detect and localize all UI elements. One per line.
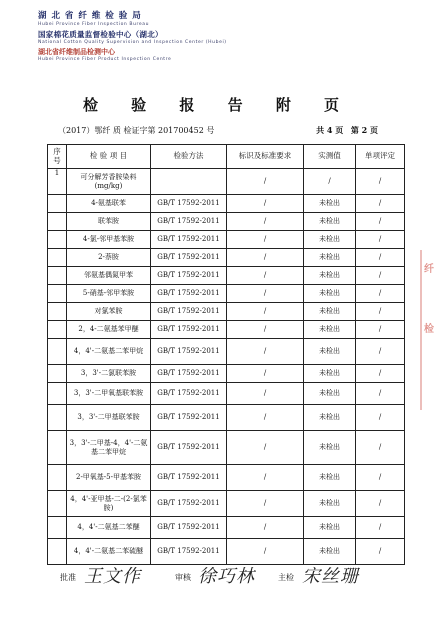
row-no: [48, 517, 67, 539]
center1-name-cn: 国家棉花质量监督检验中心（湖北）: [38, 30, 163, 39]
header-item: 检 验 项 目: [67, 145, 151, 169]
row-value: 未检出: [304, 267, 356, 285]
row-method: GB/T 17592-2011: [151, 213, 227, 231]
row-no: [48, 231, 67, 249]
row-item: 4，4'-亚甲基-二-(2-氯苯胺): [67, 491, 151, 517]
row-item: 2，4-二氨基苯甲醚: [67, 321, 151, 339]
page-title: 检 验 报 告 附 页: [82, 96, 354, 114]
row-evaluation: /: [356, 249, 405, 267]
row-value: 未检出: [304, 213, 356, 231]
review-signature: 徐巧林: [198, 566, 255, 587]
header-requirement: 标识及标准要求: [227, 145, 304, 169]
row-no: [48, 465, 67, 491]
table-row: [48, 405, 405, 431]
center2-name-cn: 湖北省纤维制品检测中心: [38, 48, 115, 56]
row-requirement: /: [227, 321, 304, 339]
row-no: [48, 365, 67, 383]
row-method: GB/T 17592-2011: [151, 321, 227, 339]
row-requirement: /: [227, 285, 304, 303]
row-evaluation: /: [356, 405, 405, 431]
table-row: [48, 285, 405, 303]
header-evaluation: 单项评定: [356, 145, 405, 169]
row-evaluation: /: [356, 539, 405, 565]
row-no: 1: [48, 169, 67, 195]
row-method: GB/T 17592-2011: [151, 517, 227, 539]
row-method: GB/T 17592-2011: [151, 231, 227, 249]
center1-name-en: National Cotton Quality Supervision and Inspection Center (Hubei): [38, 39, 227, 45]
row-value: 未检出: [304, 303, 356, 321]
row-requirement: /: [227, 491, 304, 517]
row-method: GB/T 17592-2011: [151, 491, 227, 517]
row-requirement: /: [227, 303, 304, 321]
row-no: [48, 195, 67, 213]
row-item: 邻氨基偶氮甲苯: [67, 267, 151, 285]
row-no: [48, 539, 67, 565]
letterhead: [38, 12, 358, 67]
row-no: [48, 303, 67, 321]
row-method: GB/T 17592-2011: [151, 539, 227, 565]
row-requirement: /: [227, 169, 304, 195]
approve-signature: 王文作: [84, 566, 141, 587]
row-no: [48, 321, 67, 339]
row-evaluation: /: [356, 517, 405, 539]
row-value: 未检出: [304, 249, 356, 267]
seal-stamp: 纤 检: [420, 250, 436, 410]
signature-row: [60, 562, 400, 592]
table-row: [48, 267, 405, 285]
table-row: [48, 431, 405, 465]
row-item: 2-萘胺: [67, 249, 151, 267]
row-no: [48, 431, 67, 465]
row-evaluation: /: [356, 303, 405, 321]
row-method: GB/T 17592-2011: [151, 405, 227, 431]
row-evaluation: /: [356, 491, 405, 517]
row-requirement: /: [227, 339, 304, 365]
table-header-row: [48, 145, 405, 169]
table-body: [48, 169, 405, 565]
table-row: [48, 339, 405, 365]
total-pages: 共 4 页: [316, 125, 344, 135]
row-requirement: /: [227, 213, 304, 231]
row-no: [48, 491, 67, 517]
row-method: GB/T 17592-2011: [151, 383, 227, 405]
row-evaluation: /: [356, 383, 405, 405]
row-item: 2-甲氧基-5-甲基苯胺: [67, 465, 151, 491]
row-requirement: /: [227, 405, 304, 431]
row-item: 4，4'-二氨基二苯甲烷: [67, 339, 151, 365]
main-inspector-signature: 宋丝珊: [302, 566, 359, 587]
table-row: [48, 383, 405, 405]
row-item: 联苯胺: [67, 213, 151, 231]
table-row: [48, 249, 405, 267]
row-value: 未检出: [304, 231, 356, 249]
table-row: [48, 303, 405, 321]
cert-line: [58, 125, 378, 136]
header-method: 检验方法: [151, 145, 227, 169]
header-value: 实测值: [304, 145, 356, 169]
row-value: 未检出: [304, 405, 356, 431]
main-inspector-label: 主检: [278, 573, 294, 582]
row-value: 未检出: [304, 365, 356, 383]
page-number: 第 2 页: [350, 125, 378, 135]
row-requirement: /: [227, 517, 304, 539]
row-requirement: /: [227, 195, 304, 213]
row-evaluation: /: [356, 213, 405, 231]
row-item: 对氯苯胺: [67, 303, 151, 321]
row-evaluation: /: [356, 169, 405, 195]
row-no: [48, 339, 67, 365]
row-item: 4，4'-二氨基二苯硫醚: [67, 539, 151, 565]
table-row: [48, 517, 405, 539]
row-no: [48, 249, 67, 267]
row-evaluation: /: [356, 339, 405, 365]
page-count: [316, 125, 378, 136]
org-name-cn: 湖 北 省 纤 维 检 验 局: [38, 11, 142, 21]
row-method: GB/T 17592-2011: [151, 303, 227, 321]
table-row: [48, 491, 405, 517]
row-method: GB/T 17592-2011: [151, 195, 227, 213]
row-requirement: /: [227, 431, 304, 465]
row-requirement: /: [227, 365, 304, 383]
row-requirement: /: [227, 231, 304, 249]
row-requirement: /: [227, 267, 304, 285]
row-evaluation: /: [356, 231, 405, 249]
result-table: [47, 144, 405, 565]
table-row: [48, 539, 405, 565]
org-name-en: Hubei Province Fiber Inspection Bureau: [38, 21, 150, 27]
row-evaluation: /: [356, 267, 405, 285]
row-value: 未检出: [304, 339, 356, 365]
table-row: [48, 365, 405, 383]
row-item: 3，3'-二甲氧基联苯胺: [67, 383, 151, 405]
row-no: [48, 285, 67, 303]
row-method: GB/T 17592-2011: [151, 339, 227, 365]
row-evaluation: /: [356, 195, 405, 213]
row-value: 未检出: [304, 465, 356, 491]
review-label: 审核: [175, 573, 191, 582]
row-item: 3，3'-二甲基联苯胺: [67, 405, 151, 431]
row-value: /: [304, 169, 356, 195]
row-method: GB/T 17592-2011: [151, 465, 227, 491]
row-item: 3，3'-二甲基-4，4'-二氨基二苯甲烷: [67, 431, 151, 465]
row-requirement: /: [227, 465, 304, 491]
approve-label: 批准: [60, 573, 76, 582]
row-no: [48, 213, 67, 231]
row-method: GB/T 17592-2011: [151, 365, 227, 383]
row-item: 3，3'-二氯联苯胺: [67, 365, 151, 383]
header-no: 序号: [48, 145, 67, 169]
row-item: 可分解芳香胺染料(mg/kg): [67, 169, 151, 195]
row-no: [48, 383, 67, 405]
row-requirement: /: [227, 249, 304, 267]
table-row: [48, 213, 405, 231]
row-method: GB/T 17592-2011: [151, 431, 227, 465]
row-method: GB/T 17592-2011: [151, 249, 227, 267]
row-requirement: /: [227, 539, 304, 565]
row-value: 未检出: [304, 383, 356, 405]
cert-number: （2017）鄂纤 质 检证字第 201700452 号: [58, 126, 215, 135]
row-evaluation: /: [356, 285, 405, 303]
table-row: [48, 169, 405, 195]
row-item: 4，4'-二氨基二苯醚: [67, 517, 151, 539]
row-no: [48, 267, 67, 285]
row-item: 4-氯-邻甲基苯胺: [67, 231, 151, 249]
row-value: 未检出: [304, 491, 356, 517]
row-value: 未检出: [304, 285, 356, 303]
row-value: 未检出: [304, 321, 356, 339]
center2-name-en: Hubei Province Fiber Product Inspection Centre: [38, 57, 172, 62]
row-value: 未检出: [304, 431, 356, 465]
row-value: 未检出: [304, 195, 356, 213]
table-row: [48, 195, 405, 213]
table-row: [48, 231, 405, 249]
row-evaluation: /: [356, 465, 405, 491]
row-value: 未检出: [304, 539, 356, 565]
row-item: 5-硝基-邻甲苯胺: [67, 285, 151, 303]
row-requirement: /: [227, 383, 304, 405]
row-evaluation: /: [356, 431, 405, 465]
table-row: [48, 465, 405, 491]
row-method: GB/T 17592-2011: [151, 285, 227, 303]
row-value: 未检出: [304, 517, 356, 539]
row-no: [48, 405, 67, 431]
row-evaluation: /: [356, 321, 405, 339]
row-item: 4-氨基联苯: [67, 195, 151, 213]
row-method: [151, 169, 227, 195]
row-evaluation: /: [356, 365, 405, 383]
table-row: [48, 321, 405, 339]
row-method: GB/T 17592-2011: [151, 267, 227, 285]
